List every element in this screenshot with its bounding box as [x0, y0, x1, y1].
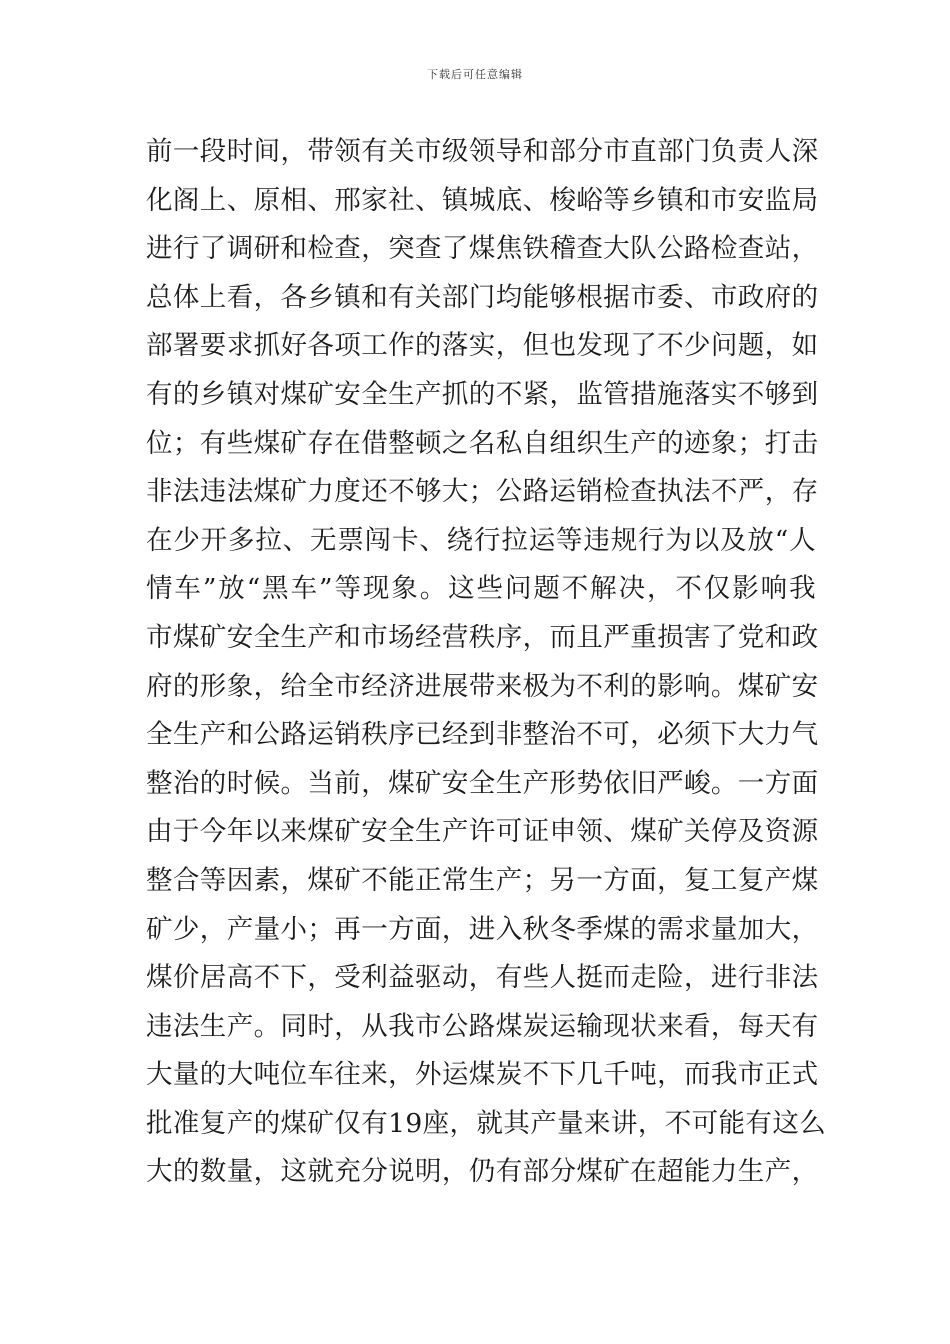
text-line: 整治的时候。当前，煤矿安全生产形势依旧严峻。一方面 [146, 767, 819, 799]
text-line: 部署要求抓好各项工作的落实，但也发现了不少问题，如 [146, 330, 819, 362]
text-line: 有的乡镇对煤矿安全生产抓的不紧，监管措施落实不够到 [146, 378, 819, 410]
text-line: 进行了调研和检查，突查了煤焦铁稽查大队公路检查站， [146, 233, 819, 265]
text-line: 位；有些煤矿存在借整顿之名私自组织生产的迹象；打击 [146, 427, 819, 459]
text-line: 矿少，产量小；再一方面，进入秋冬季煤的需求量加大， [146, 913, 819, 945]
text-line: 大量的大吨位车往来，外运煤炭不下几千吨，而我市正式 [146, 1059, 819, 1091]
text-line: 总体上看，各乡镇和有关部门均能够根据市委、市政府的 [146, 281, 819, 313]
text-line: 大的数量，这就充分说明，仍有部分煤矿在超能力生产， [146, 1156, 819, 1188]
text-line: 批准复产的煤矿仅有19座，就其产量来讲，不可能有这么 [146, 1107, 827, 1139]
text-line: 在少开多拉、无票闯卡、绕行拉运等违规行为以及放“人 [146, 524, 816, 556]
text-line: 情车”放“黑车”等现象。这些问题不解决，不仅影响我 [146, 573, 816, 605]
text-line: 府的形象，给全市经济进展带来极为不利的影响。煤矿安 [146, 670, 819, 702]
document-body [146, 128, 827, 1197]
text-line: 前一段时间，带领有关市级领导和部分市直部门负责人深 [146, 136, 819, 167]
text-line: 煤价居高不下，受利益驱动，有些人挺而走险，进行非法 [146, 962, 819, 994]
text-line: 由于今年以来煤矿安全生产许可证申领、煤矿关停及资源 [146, 816, 819, 848]
text-line: 市煤矿安全生产和市场经营秩序，而且严重损害了党和政 [146, 621, 819, 653]
text-line: 化阁上、原相、邢家社、镇城底、梭峪等乡镇和市安监局 [146, 184, 819, 216]
page-header-note: 下载后可任意编辑 [427, 68, 523, 81]
text-line: 违法生产。同时，从我市公路煤炭运输现状来看，每天有 [146, 1010, 819, 1042]
text-line: 非法违法煤矿力度还不够大；公路运销检查执法不严，存 [146, 476, 819, 508]
text-line: 全生产和公路运销秩序已经到非整治不可，必须下大力气 [146, 719, 819, 751]
text-line: 整合等因素，煤矿不能正常生产；另一方面，复工复产煤 [146, 864, 819, 896]
